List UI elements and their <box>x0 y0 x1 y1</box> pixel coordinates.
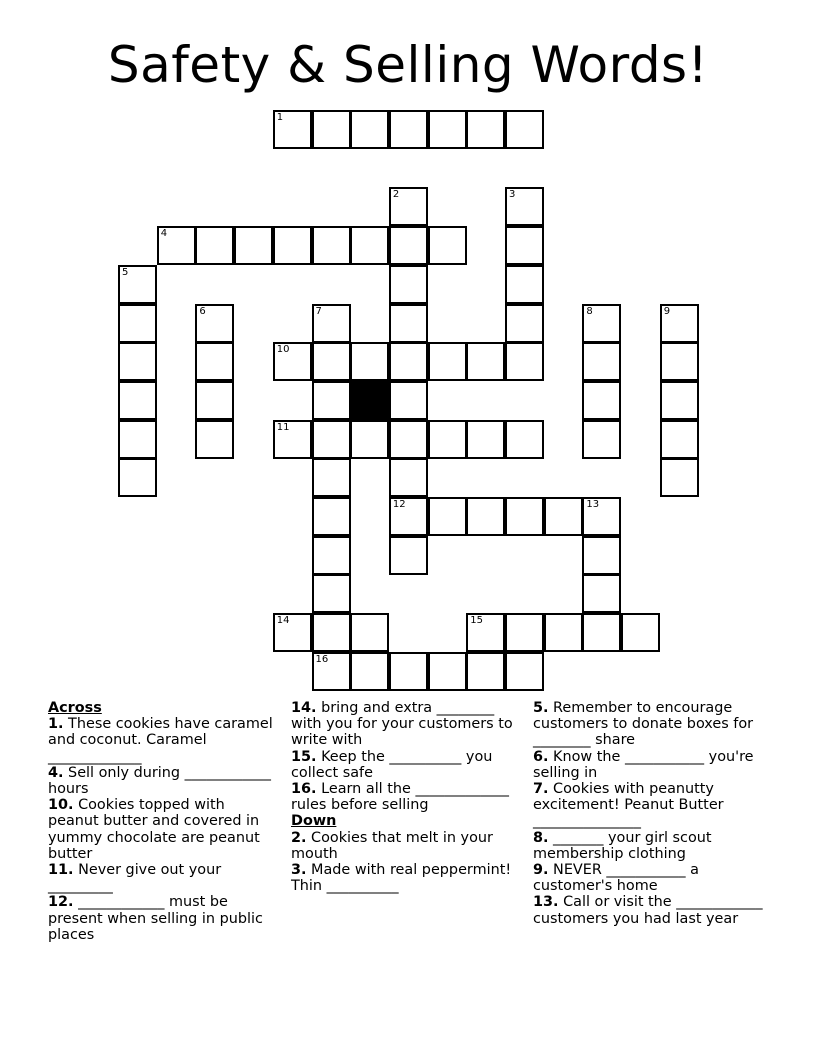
down-clue-list-2 <box>533 700 765 927</box>
clue-number: 11 <box>276 421 290 433</box>
down-heading: Down <box>291 813 337 830</box>
grid-cell[interactable] <box>312 536 351 575</box>
grid-cell[interactable] <box>621 613 660 652</box>
clue-item-number: 5. <box>533 700 549 716</box>
clue-number: 12 <box>392 499 406 510</box>
clue-item-number: 8. <box>533 829 549 846</box>
grid-cell[interactable] <box>312 342 351 381</box>
grid-cell[interactable] <box>118 458 157 497</box>
grid-cell[interactable] <box>389 226 428 265</box>
grid-cell[interactable] <box>505 265 544 304</box>
clue-item <box>48 797 276 862</box>
grid-cell[interactable] <box>312 497 351 536</box>
grid-cell[interactable] <box>505 497 544 536</box>
clue-item <box>48 862 276 894</box>
clue-item-number: 4. <box>48 764 64 781</box>
grid-cell[interactable] <box>350 342 389 381</box>
clue-item-number: 13. <box>533 894 559 911</box>
clue-item-number: 7. <box>533 781 549 798</box>
grid-cell[interactable] <box>195 226 234 265</box>
grid-cell[interactable] <box>505 226 544 265</box>
grid-cell[interactable] <box>312 613 351 652</box>
grid-cell[interactable] <box>660 420 699 459</box>
grid-cell[interactable] <box>195 304 234 343</box>
clue-item-number: 6. <box>533 748 549 765</box>
clue-item-text: NEVER ___________ a customer's home <box>533 862 699 895</box>
clue-number: 6 <box>199 305 206 317</box>
grid-cell[interactable] <box>389 342 428 381</box>
grid-cell[interactable] <box>582 613 621 652</box>
grid-cell[interactable] <box>312 226 351 265</box>
clue-number: 8 <box>586 305 593 317</box>
grid-cell[interactable] <box>389 381 428 420</box>
grid-cell[interactable] <box>505 613 544 652</box>
grid-cell[interactable] <box>660 381 699 420</box>
clue-item <box>291 781 519 813</box>
clue-item-number: 11. <box>48 862 74 879</box>
clue-item <box>533 894 765 926</box>
clue-item <box>533 700 765 749</box>
grid-cell[interactable] <box>660 458 699 497</box>
grid-cell[interactable] <box>582 497 621 536</box>
black-cell <box>350 381 389 420</box>
grid-cell[interactable] <box>389 420 428 459</box>
clue-item <box>48 894 276 943</box>
grid-cell[interactable] <box>118 342 157 381</box>
clue-number: 10 <box>276 344 290 356</box>
clue-number: 4 <box>160 228 168 240</box>
clue-item-number: 1. <box>48 716 64 733</box>
clue-item-text: Know the ___________ you're selling in <box>533 748 754 781</box>
grid-cell[interactable] <box>582 420 621 459</box>
clue-number: 2 <box>392 189 400 201</box>
grid-cell[interactable] <box>428 110 467 149</box>
grid-cell[interactable] <box>273 342 312 381</box>
grid-cell[interactable] <box>389 497 428 536</box>
clue-item-number: 15. <box>291 748 317 765</box>
grid-cell[interactable] <box>312 574 351 613</box>
clue-item-number: 14. <box>291 700 317 716</box>
clue-item-number: 3. <box>291 862 307 879</box>
grid-cell[interactable] <box>505 110 544 149</box>
clue-number: 1 <box>276 112 284 123</box>
grid-cell[interactable] <box>273 420 312 459</box>
grid-cell[interactable] <box>544 613 583 652</box>
across-clue-list-1 <box>48 716 276 943</box>
grid-cell[interactable] <box>466 110 505 149</box>
grid-cell[interactable] <box>312 420 351 459</box>
clue-item-number: 2. <box>291 829 307 846</box>
clue-item-text: Never give out your _________ <box>48 862 222 895</box>
clue-item <box>533 749 765 781</box>
clue-item-text: Cookies with peanutty excitement! Peanut Butter _______________ <box>533 781 724 830</box>
grid-cell[interactable] <box>350 226 389 265</box>
grid-cell[interactable] <box>582 381 621 420</box>
clue-column-2 <box>291 700 519 894</box>
clue-item-text: Made with real peppermint! Thin __________ <box>291 862 512 895</box>
grid-cell[interactable] <box>505 304 544 343</box>
grid-cell[interactable] <box>312 652 351 691</box>
clue-item <box>291 862 519 894</box>
clue-item <box>533 862 765 894</box>
grid-cell[interactable] <box>428 652 467 691</box>
grid-cell[interactable] <box>234 226 273 265</box>
clue-item <box>291 830 519 862</box>
grid-cell[interactable] <box>582 536 621 575</box>
grid-cell[interactable] <box>195 381 234 420</box>
grid-cell[interactable] <box>195 342 234 381</box>
clue-item-number: 9. <box>533 862 549 879</box>
grid-cell[interactable] <box>312 458 351 497</box>
grid-cell[interactable] <box>273 110 312 149</box>
clue-number: 16 <box>315 653 329 665</box>
grid-cell[interactable] <box>505 342 544 381</box>
grid-cell[interactable] <box>389 652 428 691</box>
grid-cell[interactable] <box>350 110 389 149</box>
grid-cell[interactable] <box>389 265 428 304</box>
grid-cell[interactable] <box>466 497 505 536</box>
clue-item-text: Keep the __________ you collect safe <box>291 748 493 781</box>
grid-cell[interactable] <box>428 497 467 536</box>
clue-item-number: 16. <box>291 781 317 798</box>
clue-item <box>291 749 519 781</box>
clue-item <box>533 830 765 862</box>
clue-item-text: These cookies have caramel and coconut. Caramel _____________ <box>48 716 273 765</box>
clue-item-number: 10. <box>48 797 74 814</box>
clue-item-text: Remember to encourage customers to donate boxes for ________ share <box>533 700 754 749</box>
grid-cell[interactable] <box>466 420 505 459</box>
grid-cell[interactable] <box>389 458 428 497</box>
clue-number: 7 <box>315 305 322 317</box>
grid-cell[interactable] <box>428 226 467 265</box>
clue-number: 9 <box>663 305 671 317</box>
clue-item-text: ____________ must be present when selling in public places <box>48 894 263 943</box>
clue-item-text: Learn all the _____________ rules before selling <box>291 781 509 814</box>
grid-cell[interactable] <box>466 342 505 381</box>
grid-cell[interactable] <box>273 226 312 265</box>
across-clue-list-2 <box>291 700 519 813</box>
grid-cell[interactable] <box>505 187 544 226</box>
clue-number: 5 <box>122 266 129 278</box>
grid-cell[interactable] <box>505 652 544 691</box>
grid-cell[interactable] <box>660 304 699 343</box>
grid-cell[interactable] <box>118 420 157 459</box>
grid-cell[interactable] <box>389 536 428 575</box>
grid-cell[interactable] <box>428 420 467 459</box>
grid-cell[interactable] <box>312 304 351 343</box>
grid-cell[interactable] <box>273 613 312 652</box>
clue-number: 13 <box>586 499 600 510</box>
grid-cell[interactable] <box>505 420 544 459</box>
down-clue-list-1 <box>291 830 519 895</box>
clue-item-text: _______ your girl scout membership clothing <box>533 829 712 862</box>
grid-cell[interactable] <box>389 304 428 343</box>
grid-cell[interactable] <box>466 652 505 691</box>
grid-cell[interactable] <box>582 342 621 381</box>
clue-item-text: Cookies that melt in your mouth <box>291 829 493 862</box>
clue-item-text: Call or visit the ____________ customers you had last year <box>533 894 763 927</box>
grid-cell[interactable] <box>582 304 621 343</box>
grid-cell[interactable] <box>660 342 699 381</box>
grid-cell[interactable] <box>389 187 428 226</box>
puzzle-title: Safety & Selling Words! <box>107 36 709 94</box>
grid-cell[interactable] <box>195 420 234 459</box>
clue-item-number: 12. <box>48 894 74 911</box>
clue-item-text: Cookies topped with peanut butter and covered in yummy chocolate are peanut butter <box>48 797 260 862</box>
clue-item-text: bring and extra ________ with you for your customers to write with <box>291 700 513 749</box>
clue-item <box>48 765 276 797</box>
clue-item-text: Sell only during ____________ hours <box>48 764 271 798</box>
grid-cell[interactable] <box>428 342 467 381</box>
grid-cell[interactable] <box>544 497 583 536</box>
across-heading: Across <box>48 700 102 716</box>
grid-cell[interactable] <box>118 381 157 420</box>
grid-cell[interactable] <box>312 381 351 420</box>
clue-number: 14 <box>276 615 290 627</box>
clue-item <box>48 716 276 765</box>
grid-cell[interactable] <box>350 613 389 652</box>
grid-cell[interactable] <box>350 652 389 691</box>
clue-number: 15 <box>470 615 484 627</box>
grid-cell[interactable] <box>118 265 157 304</box>
grid-cell[interactable] <box>312 110 351 149</box>
grid-cell[interactable] <box>350 420 389 459</box>
clue-column-3 <box>533 700 765 927</box>
grid-cell[interactable] <box>389 110 428 149</box>
grid-cell[interactable] <box>466 613 505 652</box>
grid-cell[interactable] <box>118 304 157 343</box>
clue-column-1 <box>48 700 276 943</box>
clue-item <box>533 781 765 830</box>
clue-item <box>291 700 519 749</box>
clue-number: 3 <box>509 189 516 201</box>
grid-cell[interactable] <box>582 574 621 613</box>
grid-cell[interactable] <box>157 226 196 265</box>
